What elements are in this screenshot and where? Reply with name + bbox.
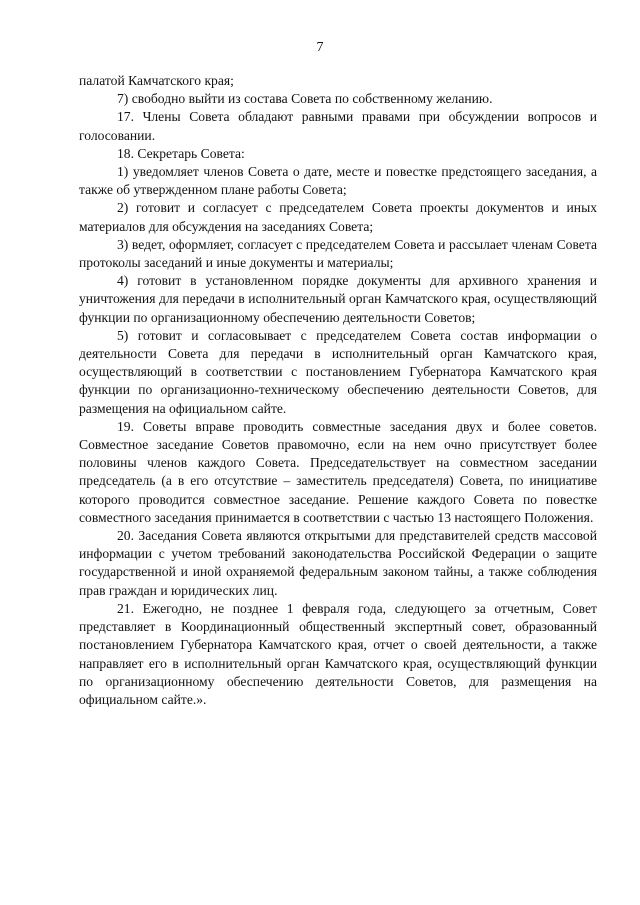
paragraph: 7) свободно выйти из состава Совета по собственному желанию. xyxy=(117,91,493,107)
paragraph: 3) ведет, оформляет, согласует с председателем Совета и рассылает членам Совета протоколы заседаний и иные документы и материалы; xyxy=(79,236,597,271)
paragraph: 2) готовит и согласует с председателем Совета проекты документов и иных материалов для обсуждения на заседаниях Совета; xyxy=(79,200,597,234)
paragraph: 21. Ежегодно, не позднее 1 февраля года, следующего за отчетным, Совет представляет в Координационный общественный экспертный совет, образованный постановлением Губернатора Камчатского края, отчет о своей деятельности, а также направляет его в исполнительный орган Камчатского края, осуществляющий функции по организационному обеспечению деятельности Советов, для размещения на официальном сайте.». xyxy=(79,600,597,707)
paragraph: 18. Секретарь Совета: xyxy=(117,145,245,161)
paragraph: 20. Заседания Совета являются открытыми для представителей средств массовой информации с учетом требований законодательства Российской Федерации о защите государственной и иной охраняемой федеральным законом тайны, а также соблюдения прав граждан и юридических лиц. xyxy=(79,528,597,598)
paragraph: 17. Члены Совета обладают равными правами при обсуждении вопросов и голосовании. xyxy=(79,109,597,143)
paragraph: 5) готовит и согласовывает с председателем Совета состав информации о деятельности Совета для передачи в исполнительный орган Камчатского края, осуществляющий в соответствии с постановлением Губернатора Камчатского края функции по организационно-техническому обеспечению деятельности Советов, для размещения на официальном сайте. xyxy=(79,327,597,416)
paragraph: 4) готовит в установленном порядке документы для архивного хранения и уничтожения для передачи в исполнительный орган Камчатского края, осуществляющий функции по организационному обеспечению деятельности Советов; xyxy=(79,273,597,325)
document-body xyxy=(79,72,597,709)
paragraph: 19. Советы вправе проводить совместные заседания двух и более советов. Совместное заседание Советов правомочно, если на нем очно присутствует более половины членов каждого Совета. Председательствует на совместном заседании председатель (а в его отсутствие – заместитель председателя) Совета, по инициативе которого проводится совместное заседание. Решение каждого Совета по повестке совместного заседания принимается в соответствии с частью 13 настоящего Положения. xyxy=(79,418,597,525)
paragraph: палатой Камчатского края; xyxy=(79,73,234,88)
paragraph: 1) уведомляет членов Совета о дате, месте и повестке предстоящего заседания, а также об утвержденном плане работы Совета; xyxy=(79,164,597,198)
page-number: 7 xyxy=(316,40,324,55)
